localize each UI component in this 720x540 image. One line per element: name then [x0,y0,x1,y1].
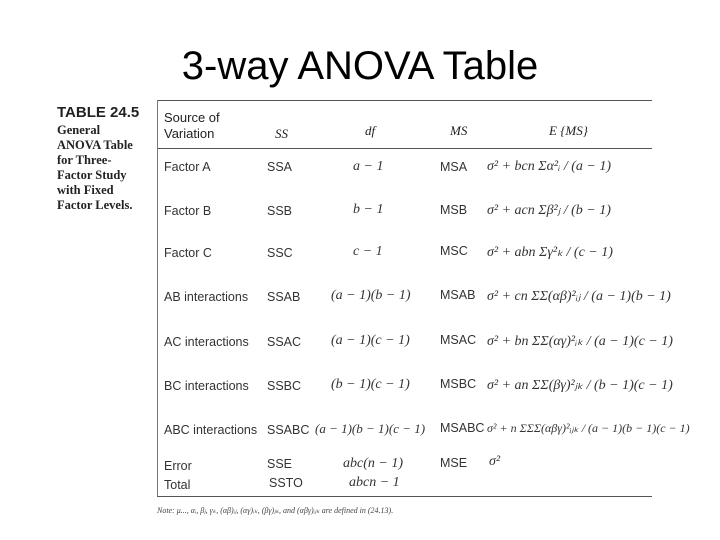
row-source: AB interactions [164,290,249,304]
row-ss: SSA [267,160,293,174]
row-df: abc(n − 1) [343,456,403,471]
row-ss: SSC [267,246,293,260]
row-ms: MSC [440,244,468,258]
row-source: ABC interactions [164,423,258,437]
row-df: c − 1 [353,244,383,259]
row-df: (a − 1)(b − 1) [331,288,411,303]
row-ss: SSBC [267,379,302,393]
row-ms: MSE [440,456,468,470]
row-ms: MSA [440,160,468,174]
table-caption-block [57,104,152,213]
row-ss: SSE [267,457,293,471]
header-ms: MS [450,123,468,138]
row-ems: σ² + an ΣΣ(βγ)²ⱼₖ / (b − 1)(c − 1) [487,378,673,393]
slide-title: 3-way ANOVA Table [181,44,539,88]
row-source: Factor A [164,160,211,174]
row-ms: MSAC [440,333,477,347]
header-ss: SS [275,126,288,141]
row-ss: SSABC [267,423,310,437]
row-source: AC interactions [164,335,249,349]
row-ms: MSB [440,203,468,217]
row-df: abcn − 1 [349,475,400,490]
table-caption [57,123,152,213]
row-source: Error [164,459,192,473]
table-number: TABLE 24.5 [57,104,140,121]
row-source: Factor C [164,246,212,260]
row-source: Total [164,478,191,492]
row-ems: σ² [489,454,501,469]
row-ems: σ² + acn Σβ²ⱼ / (b − 1) [487,203,611,218]
row-ss: SSTO [269,476,303,490]
row-ems: σ² + n ΣΣΣ(αβγ)²ᵢⱼₖ / (a − 1)(b − 1)(c − 1) [487,421,690,435]
bottom-rule [157,496,652,497]
row-ems: σ² + cn ΣΣ(αβ)²ᵢⱼ / (a − 1)(b − 1) [487,289,671,304]
row-df: (a − 1)(b − 1)(c − 1) [315,421,426,436]
row-ss: SSAB [267,290,301,304]
left-rule [157,100,158,496]
table-note: Note: μ..., αᵢ, βⱼ, γₖ, (αβ)ᵢⱼ, (αγ)ᵢₖ, (βγ)ⱼₖ, and (αβγ)ᵢⱼₖ are defined in (24.13). [157,506,394,515]
row-ms: MSABC [440,421,485,435]
row-ms: MSBC [440,377,477,391]
header-rule [157,148,652,149]
caption-line: ANOVA Table [57,138,133,152]
caption-line: with Fixed [57,183,114,197]
header-df: df [365,123,376,138]
row-ss: SSAC [267,335,302,349]
row-df: (a − 1)(c − 1) [331,333,410,348]
row-ms: MSAB [440,288,476,302]
row-source: BC interactions [164,379,249,393]
header-source-line2: Variation [164,126,215,141]
caption-line: Factor Study [57,168,127,182]
row-df: a − 1 [353,159,384,174]
row-ems: σ² + bcn Σα²ᵢ / (a − 1) [487,159,612,174]
top-rule [157,100,652,101]
row-ems: σ² + abn Σγ²ₖ / (c − 1) [487,245,613,260]
anova-table-scan [57,98,690,523]
row-source: Factor B [164,204,212,218]
header-ems: E {MS} [549,123,588,138]
caption-line: Factor Levels. [57,198,133,212]
row-ems: σ² + bn ΣΣ(αγ)²ᵢₖ / (a − 1)(c − 1) [487,334,673,349]
caption-line: for Three- [57,153,112,167]
row-ss: SSB [267,204,293,218]
header-source-line1: Source of [164,110,220,125]
caption-line: General [57,123,101,137]
row-df: (b − 1)(c − 1) [331,377,410,392]
row-df: b − 1 [353,202,384,217]
